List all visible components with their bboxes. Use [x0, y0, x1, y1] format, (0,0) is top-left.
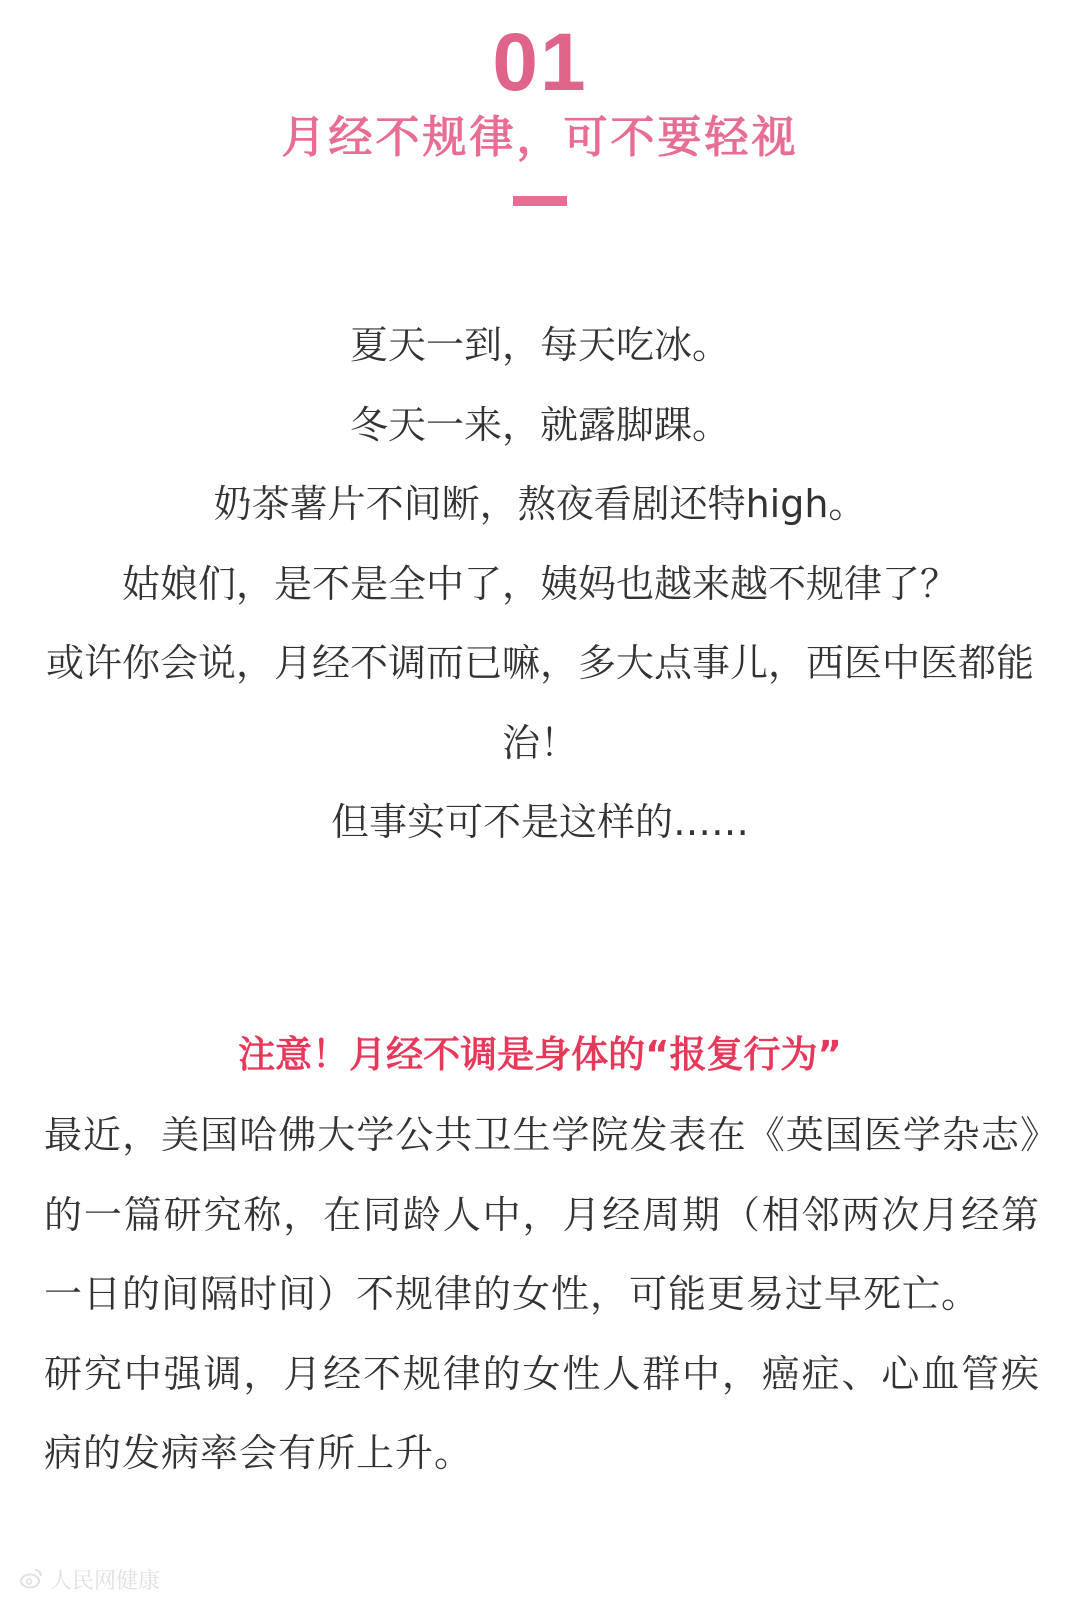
section-title: 月经不规律，可不要轻视 — [281, 112, 799, 163]
section-number: 01 — [492, 17, 588, 108]
watermark — [18, 1562, 160, 1596]
watermark-text: 人民网健康 — [50, 1568, 161, 1594]
intro-line: 冬天一来，就露脚踝。 — [349, 402, 730, 447]
intro-line: 夏天一到，每天吃冰。 — [349, 323, 730, 367]
body-text — [44, 1096, 1040, 1494]
intro-text — [40, 306, 1040, 863]
body-paragraph: 研究中强调，月经不规律的女性人群中，癌症、心血管疾病的发病率会有所上升。 — [44, 1351, 1040, 1475]
weibo-icon — [18, 1566, 44, 1592]
alert-heading: 注意！月经不调是身体的“报复行为” — [238, 1033, 842, 1076]
intro-line: 奶茶薯片不间断，熬夜看剧还特high。 — [213, 482, 867, 526]
title-divider — [513, 196, 567, 206]
intro-line: 但事实可不是这样的…… — [330, 800, 749, 844]
intro-line: 姑娘们，是不是全中了，姨妈也越来越不规律了？ — [121, 561, 958, 606]
body-paragraph: 最近，美国哈佛大学公共卫生学院发表在《英国医学杂志》的一篇研究称，在同龄人中，月经周期（相邻两次月经第一日的间隔时间）不规律的女性，可能更易过早死亡。 — [44, 1113, 1040, 1316]
intro-line: 或许你会说，月经不调而已嘛，多大点事儿，西医中医都能治！ — [45, 641, 1034, 765]
